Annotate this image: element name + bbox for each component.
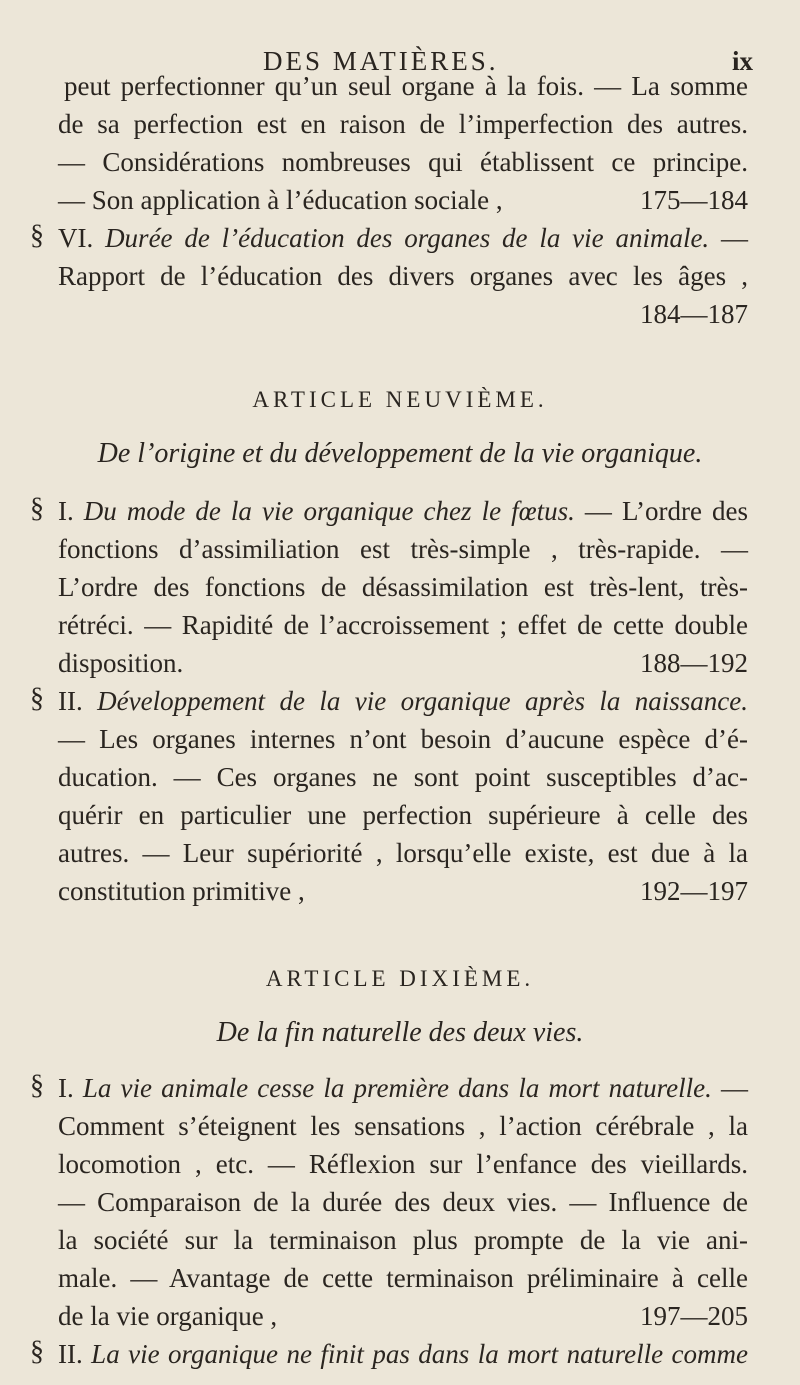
- toc-line: [58, 494, 748, 528]
- toc-text: la société sur la terminaison plus prompte de la vie ani-: [58, 1225, 748, 1255]
- toc-line: [58, 183, 748, 217]
- article-heading: ARTICLE DIXIÈME.: [265, 966, 535, 991]
- toc-line: [58, 221, 748, 255]
- toc-italic-title: La vie organique ne finit pas dans la mort naturelle comme: [91, 1339, 748, 1369]
- toc-line: [58, 874, 748, 908]
- toc-text: —: [709, 223, 749, 253]
- page-range: 184—187: [640, 299, 748, 329]
- toc-line: [58, 798, 748, 832]
- section-sign: §: [30, 493, 44, 524]
- toc-text: peut perfectionner qu’un seul organe à la fois. — La somme: [64, 71, 748, 101]
- toc-line: [58, 1261, 748, 1295]
- section-sign: §: [30, 1070, 44, 1101]
- article-subtitle: De l’origine et du développement de la vie organique.: [97, 438, 703, 469]
- page-range: 188—192: [640, 648, 748, 678]
- toc-text: I.: [58, 496, 84, 526]
- toc-italic-title: Du mode de la vie organique chez le fœtus.: [83, 496, 575, 526]
- toc-text: — Son application à l’éducation sociale ,: [58, 185, 503, 215]
- toc-line: [58, 722, 748, 756]
- toc-line: [58, 297, 748, 331]
- toc-text: —: [711, 1073, 748, 1103]
- toc-text: de sa perfection est en raison de l’imperfection des autres.: [58, 109, 748, 139]
- toc-text: — Les organes internes n’ont besoin d’aucune espèce d’é-: [58, 724, 748, 754]
- page-range: 175—184: [640, 185, 748, 215]
- section-sign: §: [30, 683, 44, 714]
- toc-text: II.: [58, 1339, 92, 1369]
- toc-text: II.: [58, 686, 98, 716]
- toc-line: [58, 608, 748, 642]
- toc-line: [64, 69, 748, 103]
- toc-italic-title: Développement de la vie organique après la naissance.: [97, 686, 749, 716]
- page-number: ix: [732, 46, 754, 76]
- article-subtitle: De la fin naturelle des deux vies.: [216, 1017, 584, 1048]
- toc-text: — Comparaison de la durée des deux vies. — Influence de: [58, 1187, 748, 1217]
- toc-line: [58, 259, 748, 293]
- toc-text: autres. — Leur supériorité , lorsqu’elle existe, est due à la: [58, 838, 748, 868]
- toc-line: [58, 1299, 748, 1333]
- section-sign: §: [30, 1336, 44, 1367]
- toc-line: [58, 1071, 748, 1105]
- toc-line: [58, 532, 748, 566]
- toc-text: Comment s’éteignent les sensations , l’action cérébrale , la: [58, 1111, 748, 1141]
- toc-line: [58, 107, 748, 141]
- toc-line: [58, 1337, 748, 1371]
- toc-text: quérir en particulier une perfection supérieure à celle des: [58, 800, 748, 830]
- toc-italic-title: La vie animale cesse la première dans la mort naturelle.: [82, 1073, 712, 1103]
- toc-text: locomotion , etc. — Réflexion sur l’enfance des vieillards.: [58, 1149, 748, 1179]
- toc-text: — L’ordre des: [574, 496, 748, 526]
- toc-line: [58, 145, 748, 179]
- toc-line: [58, 836, 748, 870]
- toc-line: [58, 1147, 748, 1181]
- toc-line: [58, 760, 748, 794]
- toc-text: I.: [58, 1073, 83, 1103]
- toc-text: L’ordre des fonctions de désassimilation est très-lent, très-: [58, 572, 748, 602]
- toc-text: de la vie organique ,: [58, 1301, 278, 1331]
- toc-text: constitution primitive ,: [58, 876, 305, 906]
- toc-text: — Considérations nombreuses qui établissent ce principe.: [58, 147, 748, 177]
- toc-line: [58, 1109, 748, 1143]
- page-range: 197—205: [640, 1301, 748, 1331]
- running-title: DES MATIÈRES.: [263, 46, 499, 76]
- toc-line: [58, 570, 748, 604]
- toc-text: fonctions d’assimiliation est très-simple , très-rapide. —: [58, 534, 748, 564]
- toc-text: ducation. — Ces organes ne sont point susceptibles d’ac-: [58, 762, 748, 792]
- toc-italic-title: Durée de l’éducation des organes de la vie animale.: [105, 223, 710, 253]
- page-range: 192—197: [640, 876, 748, 906]
- toc-line: [58, 646, 748, 680]
- toc-text: disposition.: [58, 648, 184, 678]
- toc-text: rétréci. — Rapidité de l’accroissement ; effet de cette double: [58, 610, 748, 640]
- toc-text: male. — Avantage de cette terminaison préliminaire à celle: [58, 1263, 748, 1293]
- toc-text: Rapport de l’éducation des divers organes avec les âges ,: [58, 261, 748, 291]
- toc-line: [58, 1185, 748, 1219]
- article-heading: ARTICLE NEUVIÈME.: [252, 387, 548, 412]
- toc-line: [58, 1223, 748, 1257]
- toc-text: VI.: [58, 223, 106, 253]
- toc-line: [58, 684, 748, 718]
- section-sign: §: [30, 220, 44, 251]
